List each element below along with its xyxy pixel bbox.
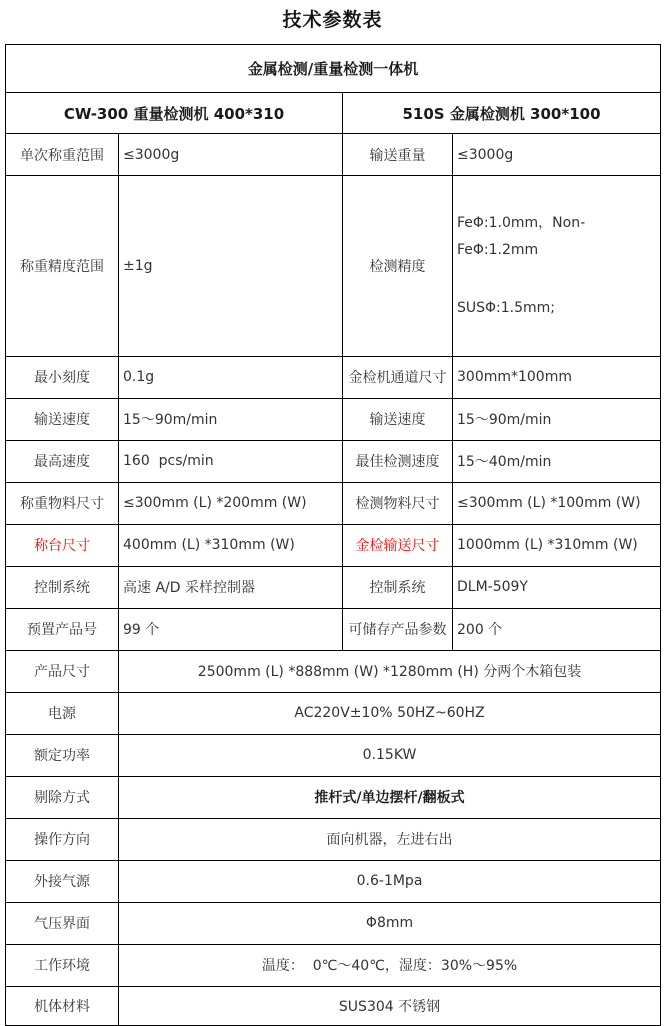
param-value: ±1g (119, 176, 343, 357)
param-value: AC220V±10% 50HZ~60HZ (119, 692, 661, 734)
table-row (6, 608, 661, 650)
param-label: 额定功率 (6, 734, 119, 776)
param-value: DLM-509Y (453, 566, 661, 608)
param-value: 高速 A/D 采样控制器 (119, 566, 343, 608)
param-value: ≤3000g (453, 134, 661, 176)
table-row (6, 398, 661, 440)
param-value: ≤3000g (119, 134, 343, 176)
param-value: 15～90m/min (453, 398, 661, 440)
param-value: 400mm (L) *310mm (W) (119, 524, 343, 566)
param-value: SUS304 不锈钢 (119, 986, 661, 1025)
param-label: 单次称重范围 (6, 134, 119, 176)
table-row (6, 440, 661, 482)
param-value: 2500mm (L) *888mm (W) *1280mm (H) 分两个木箱包装 (119, 650, 661, 692)
param-value (453, 176, 661, 357)
param-label: 剔除方式 (6, 776, 119, 818)
param-label: 最小刻度 (6, 356, 119, 398)
param-label: 称重精度范围 (6, 176, 119, 357)
param-value: 0.6-1Mpa (119, 860, 661, 902)
param-value: 0.1g (119, 356, 343, 398)
table-row (6, 134, 661, 176)
param-label: 机体材料 (6, 986, 119, 1025)
param-label: 产品尺寸 (6, 650, 119, 692)
table-row-full (6, 818, 661, 860)
param-label: 金检机通道尺寸 (343, 356, 453, 398)
param-label: 外接气源 (6, 860, 119, 902)
param-value: 15～40m/min (453, 440, 661, 482)
table-row-full (6, 986, 661, 1025)
param-value: Φ8mm (119, 902, 661, 944)
param-label: 称重物料尺寸 (6, 482, 119, 524)
param-value: 0.15KW (119, 734, 661, 776)
machine-header-left: CW-300 重量检测机 400*310 (6, 93, 343, 134)
param-label: 工作环境 (6, 944, 119, 986)
param-label: 电源 (6, 692, 119, 734)
param-label: 气压界面 (6, 902, 119, 944)
param-label: 可储存产品参数 (343, 608, 453, 650)
param-label-highlighted: 金检输送尺寸 (343, 524, 453, 566)
param-value: 温度： 0℃～40℃，湿度：30%～95% (119, 944, 661, 986)
param-value: ≤300mm (L) *200mm (W) (119, 482, 343, 524)
table-row-banner (6, 45, 661, 93)
param-label: 输送重量 (343, 134, 453, 176)
table-row (6, 176, 661, 357)
param-label: 检测物料尺寸 (343, 482, 453, 524)
param-value: 200 个 (453, 608, 661, 650)
table-row-full (6, 944, 661, 986)
table-row (6, 356, 661, 398)
param-value: 推杆式/单边摆杆/翻板式 (119, 776, 661, 818)
param-label: 检测精度 (343, 176, 453, 357)
table-row-full (6, 650, 661, 692)
param-value: 15～90m/min (119, 398, 343, 440)
param-label: 最高速度 (6, 440, 119, 482)
table-row (6, 482, 661, 524)
param-label: 控制系统 (6, 566, 119, 608)
param-label: 预置产品号 (6, 608, 119, 650)
param-value-line: SUSΦ:1.5mm; (457, 300, 556, 317)
param-label: 控制系统 (343, 566, 453, 608)
table-banner: 金属检测/重量检测一体机 (6, 45, 661, 93)
param-label: 输送速度 (343, 398, 453, 440)
table-row-full (6, 692, 661, 734)
table-row-full (6, 734, 661, 776)
spec-table (5, 44, 661, 1026)
machine-header-right: 510S 金属检测机 300*100 (343, 93, 661, 134)
table-row-full (6, 860, 661, 902)
param-label: 输送速度 (6, 398, 119, 440)
param-value: 99 个 (119, 608, 343, 650)
table-row-highlighted (6, 524, 661, 566)
param-value: ≤300mm (L) *100mm (W) (453, 482, 661, 524)
param-value: 1000mm (L) *310mm (W) (453, 524, 661, 566)
table-row-full (6, 776, 661, 818)
param-value: 160 pcs/min (119, 440, 343, 482)
param-label: 操作方向 (6, 818, 119, 860)
param-value: 300mm*100mm (453, 356, 661, 398)
table-row-machine-headers (6, 93, 661, 134)
param-label-highlighted: 称台尺寸 (6, 524, 119, 566)
page-title: 技术参数表 (282, 9, 383, 31)
param-value-line: FeΦ:1.0mm，Non-FeΦ:1.2mm (457, 215, 586, 258)
table-row-full (6, 902, 661, 944)
table-row (6, 566, 661, 608)
param-label: 最佳检测速度 (343, 440, 453, 482)
param-value: 面向机器，左进右出 (119, 818, 661, 860)
